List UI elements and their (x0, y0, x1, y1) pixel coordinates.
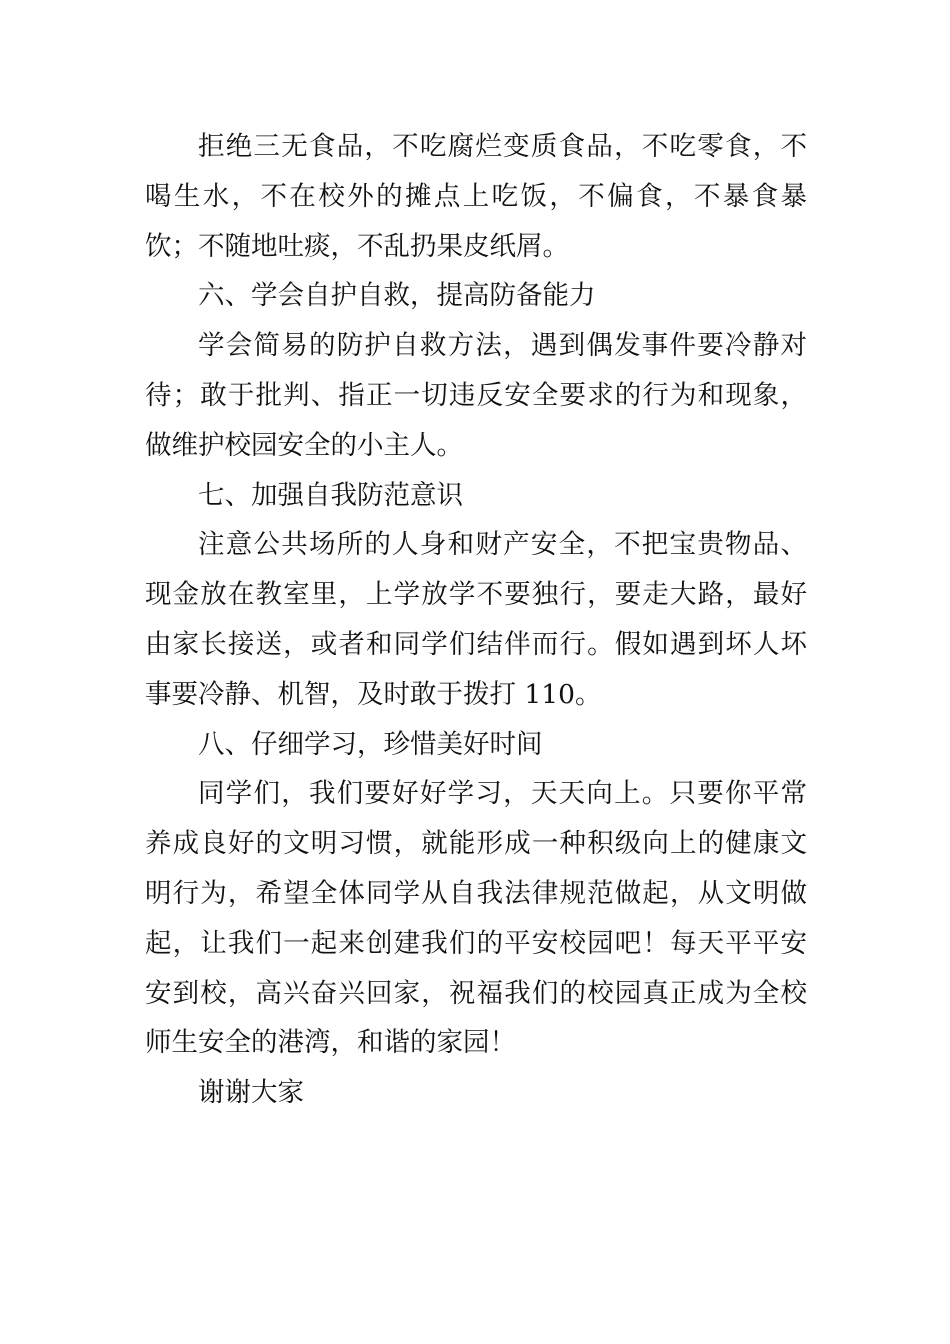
paragraph-closing: 同学们，我们要好好学习，天天向上。只要你平常养成良好的文明习惯，就能形成一种积级向上的健康文明行为，希望全体同学从自我法律规范做起，从文明做起，让我们一起来创建我们的平安校园吧！每天平平安安到校，高兴奋兴回家，祝福我们的校园真正成为全校师生安全的港湾，和谐的家园！ (145, 778, 807, 1059)
document-page (145, 122, 807, 1118)
heading-study: 八、仔细学习，珍惜美好时间 (198, 728, 543, 760)
paragraph-food-safety: 拒绝三无食品，不吃腐烂变质食品，不吃零食，不喝生水，不在校外的摊点上吃饭，不偏食，不暴食暴饮；不随地吐痰，不乱扔果皮纸屑。 (145, 131, 807, 262)
thanks-line: 谢谢大家 (198, 1077, 304, 1109)
heading-self-defense: 七、加强自我防范意识 (198, 479, 463, 511)
paragraph-public-safety: 注意公共场所的人身和财产安全，不把宝贵物品、现金放在教室里，上学放学不要独行，要走大路，最好由家长接送，或者和同学们结伴而行。假如遇到坏人坏事要冷静、机智，及时敢于拨打 110。 (145, 529, 807, 710)
heading-self-protection: 六、学会自护自救，提高防备能力 (198, 280, 596, 312)
paragraph-self-rescue: 学会简易的防护自救方法，遇到偶发事件要冷静对待；敢于批判、指正一切违反安全要求的行为和现象，做维护校园安全的小主人。 (145, 330, 807, 461)
